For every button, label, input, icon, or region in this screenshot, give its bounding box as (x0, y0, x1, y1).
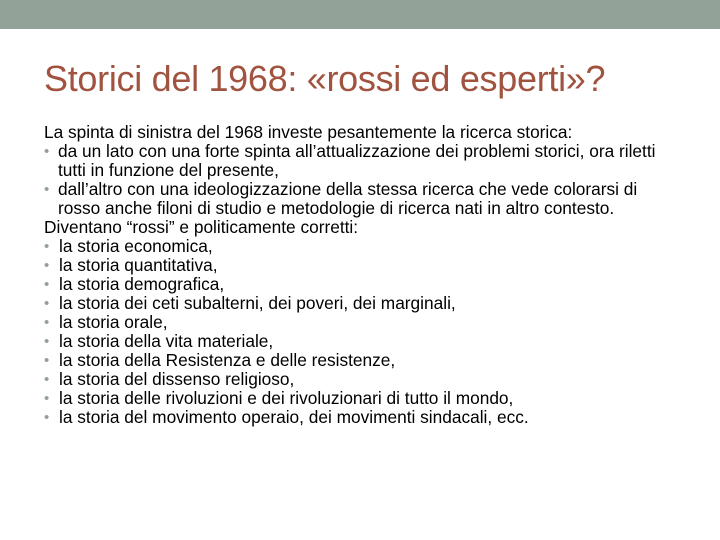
point-text: da un lato con una forte spinta all’attualizzazione dei problemi storici, ora riletti tutti in funzione del presente, (58, 141, 656, 180)
intro-text: La spinta di sinistra del 1968 investe pesantemente la ricerca storica: (44, 122, 573, 142)
point-item (44, 142, 684, 180)
list-item-text: la storia delle rivoluzioni e dei rivoluzionari di tutto il mondo, (59, 388, 514, 408)
bullet-icon: • (44, 409, 50, 426)
second-intro-text: Diventano “rossi” e politicamente corretti: (44, 217, 359, 237)
bullet-icon: • (44, 352, 50, 369)
point-item (44, 180, 684, 218)
list-item-text: la storia della vita materiale, (59, 331, 274, 351)
list-item-text: la storia del movimento operaio, dei movimenti sindacali, ecc. (59, 407, 529, 427)
bullet-icon: • (44, 295, 50, 312)
list-item-text: la storia economica, (59, 236, 213, 256)
list-item (44, 237, 684, 256)
bullet-icon: • (44, 143, 50, 160)
list-item-text: la storia della Resistenza e delle resistenze, (59, 350, 396, 370)
list-item-text: la storia del dissenso religioso, (59, 369, 295, 389)
bullet-icon: • (44, 314, 50, 331)
top-accent-bar (0, 0, 720, 29)
slide-title: Storici del 1968: «rossi ed esperti»? (44, 58, 606, 99)
list-item (44, 370, 684, 389)
bullet-icon: • (44, 181, 50, 198)
bullet-icon: • (44, 257, 50, 274)
list-item (44, 294, 684, 313)
list-item-text: la storia quantitativa, (59, 255, 218, 275)
list-item (44, 389, 684, 408)
list-item-text: la storia dei ceti subalterni, dei poveri, dei marginali, (59, 293, 456, 313)
list-item (44, 408, 684, 427)
slide-body (44, 123, 684, 427)
list-item (44, 351, 684, 370)
list-item (44, 313, 684, 332)
list-item-text: la storia orale, (59, 312, 168, 332)
point-text: dall’altro con una ideologizzazione della stessa ricerca che vede colorarsi di rosso anche filoni di studio e metodologie di ricerca nati in altro contesto. (58, 179, 638, 218)
bullet-icon: • (44, 371, 50, 388)
list-item (44, 275, 684, 294)
bullet-icon: • (44, 276, 50, 293)
list-item (44, 332, 684, 351)
bullet-icon: • (44, 390, 50, 407)
bullet-icon: • (44, 333, 50, 350)
bullet-icon: • (44, 238, 50, 255)
list-item (44, 256, 684, 275)
list-item-text: la storia demografica, (59, 274, 225, 294)
